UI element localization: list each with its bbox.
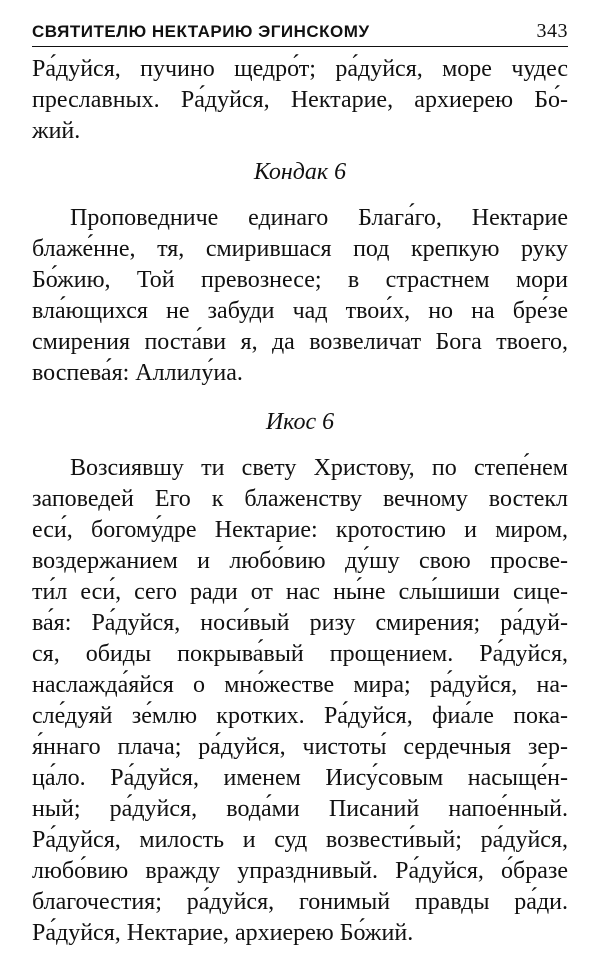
page-number: 343 (536, 20, 568, 42)
book-page (32, 20, 568, 949)
text-line: блаже́нне, тя, смирившася под крепкую руку (32, 236, 568, 262)
ikos5-ending-paragraph (32, 54, 568, 147)
text-line: воздержанием и любо́вию ду́шу свою просве- (32, 548, 568, 574)
text-line: еси́, богому́дре Нектарие: кротостию и миром, (32, 517, 568, 543)
text-line: благочестия; ра́дуйся, гонимый правды ра́ди. (32, 889, 568, 915)
text-line: жий. (32, 118, 81, 144)
text-line: Бо́жию, Той превознесе; в страстнем мори (32, 267, 568, 293)
text-line: Возсиявшу ти свету Христову, по степе́нем (70, 455, 568, 481)
text-line: ва́я: Ра́дуйся, носи́вый ризу смирения; ра́дуй- (32, 610, 568, 636)
text-line: заповедей Его к блаженству вечному востекл (32, 486, 568, 512)
text-line: ся, обиды покрыва́вый прощением. Ра́дуйся, (32, 641, 568, 667)
text-line: смирения поста́ви я, да возвеличат Бога твоего, (32, 329, 568, 355)
text-line: вла́ющихся не забуди чад твои́х, но на бре́зе (32, 298, 568, 324)
text-line: я́ннаго плача; ра́дуйся, чистоты́ сердечныя зер- (32, 734, 568, 760)
kondak-6-paragraph (32, 203, 568, 389)
text-line: любо́вию вражду упразднивый. Ра́дуйся, о́бразе (32, 858, 568, 884)
running-header (32, 20, 568, 47)
text-line: наслажда́яйся о мно́жестве мира; ра́дуйся, на- (32, 672, 568, 698)
kondak-6-heading: Кондак 6 (253, 159, 347, 185)
text-line: Ра́дуйся, милость и суд возвести́вый; ра́дуйся, (32, 827, 568, 853)
ikos-6-heading: Икос 6 (265, 409, 335, 435)
text-line: сле́дуяй зе́млю кротких. Ра́дуйся, фиа́ле пока- (32, 703, 568, 729)
text-line: Ра́дуйся, пучино щедро́т; ра́дуйся, море чудес (32, 56, 568, 82)
text-line: воспева́я: Аллилу́иа. (32, 360, 243, 386)
text-line: Проповедниче единаго Блага́го, Нектарие (70, 205, 568, 231)
text-line: ца́ло. Ра́дуйся, именем Иису́совым насыще́н- (32, 765, 568, 791)
running-title: СВЯТИТЕЛЮ НЕКТАРИЮ ЭГИНСКОМУ (32, 22, 370, 41)
text-line: Ра́дуйся, Нектарие, архиерею Бо́жий. (32, 920, 414, 946)
text-line: ный; ра́дуйся, вода́ми Писаний напое́нный. (32, 796, 568, 822)
text-line: ти́л еси́, сего ради от нас ны́не слы́шиши сице- (32, 579, 568, 605)
ikos-6-paragraph (32, 453, 568, 949)
text-line: преславных. Ра́дуйся, Нектарие, архиерею Бо́- (32, 87, 568, 113)
